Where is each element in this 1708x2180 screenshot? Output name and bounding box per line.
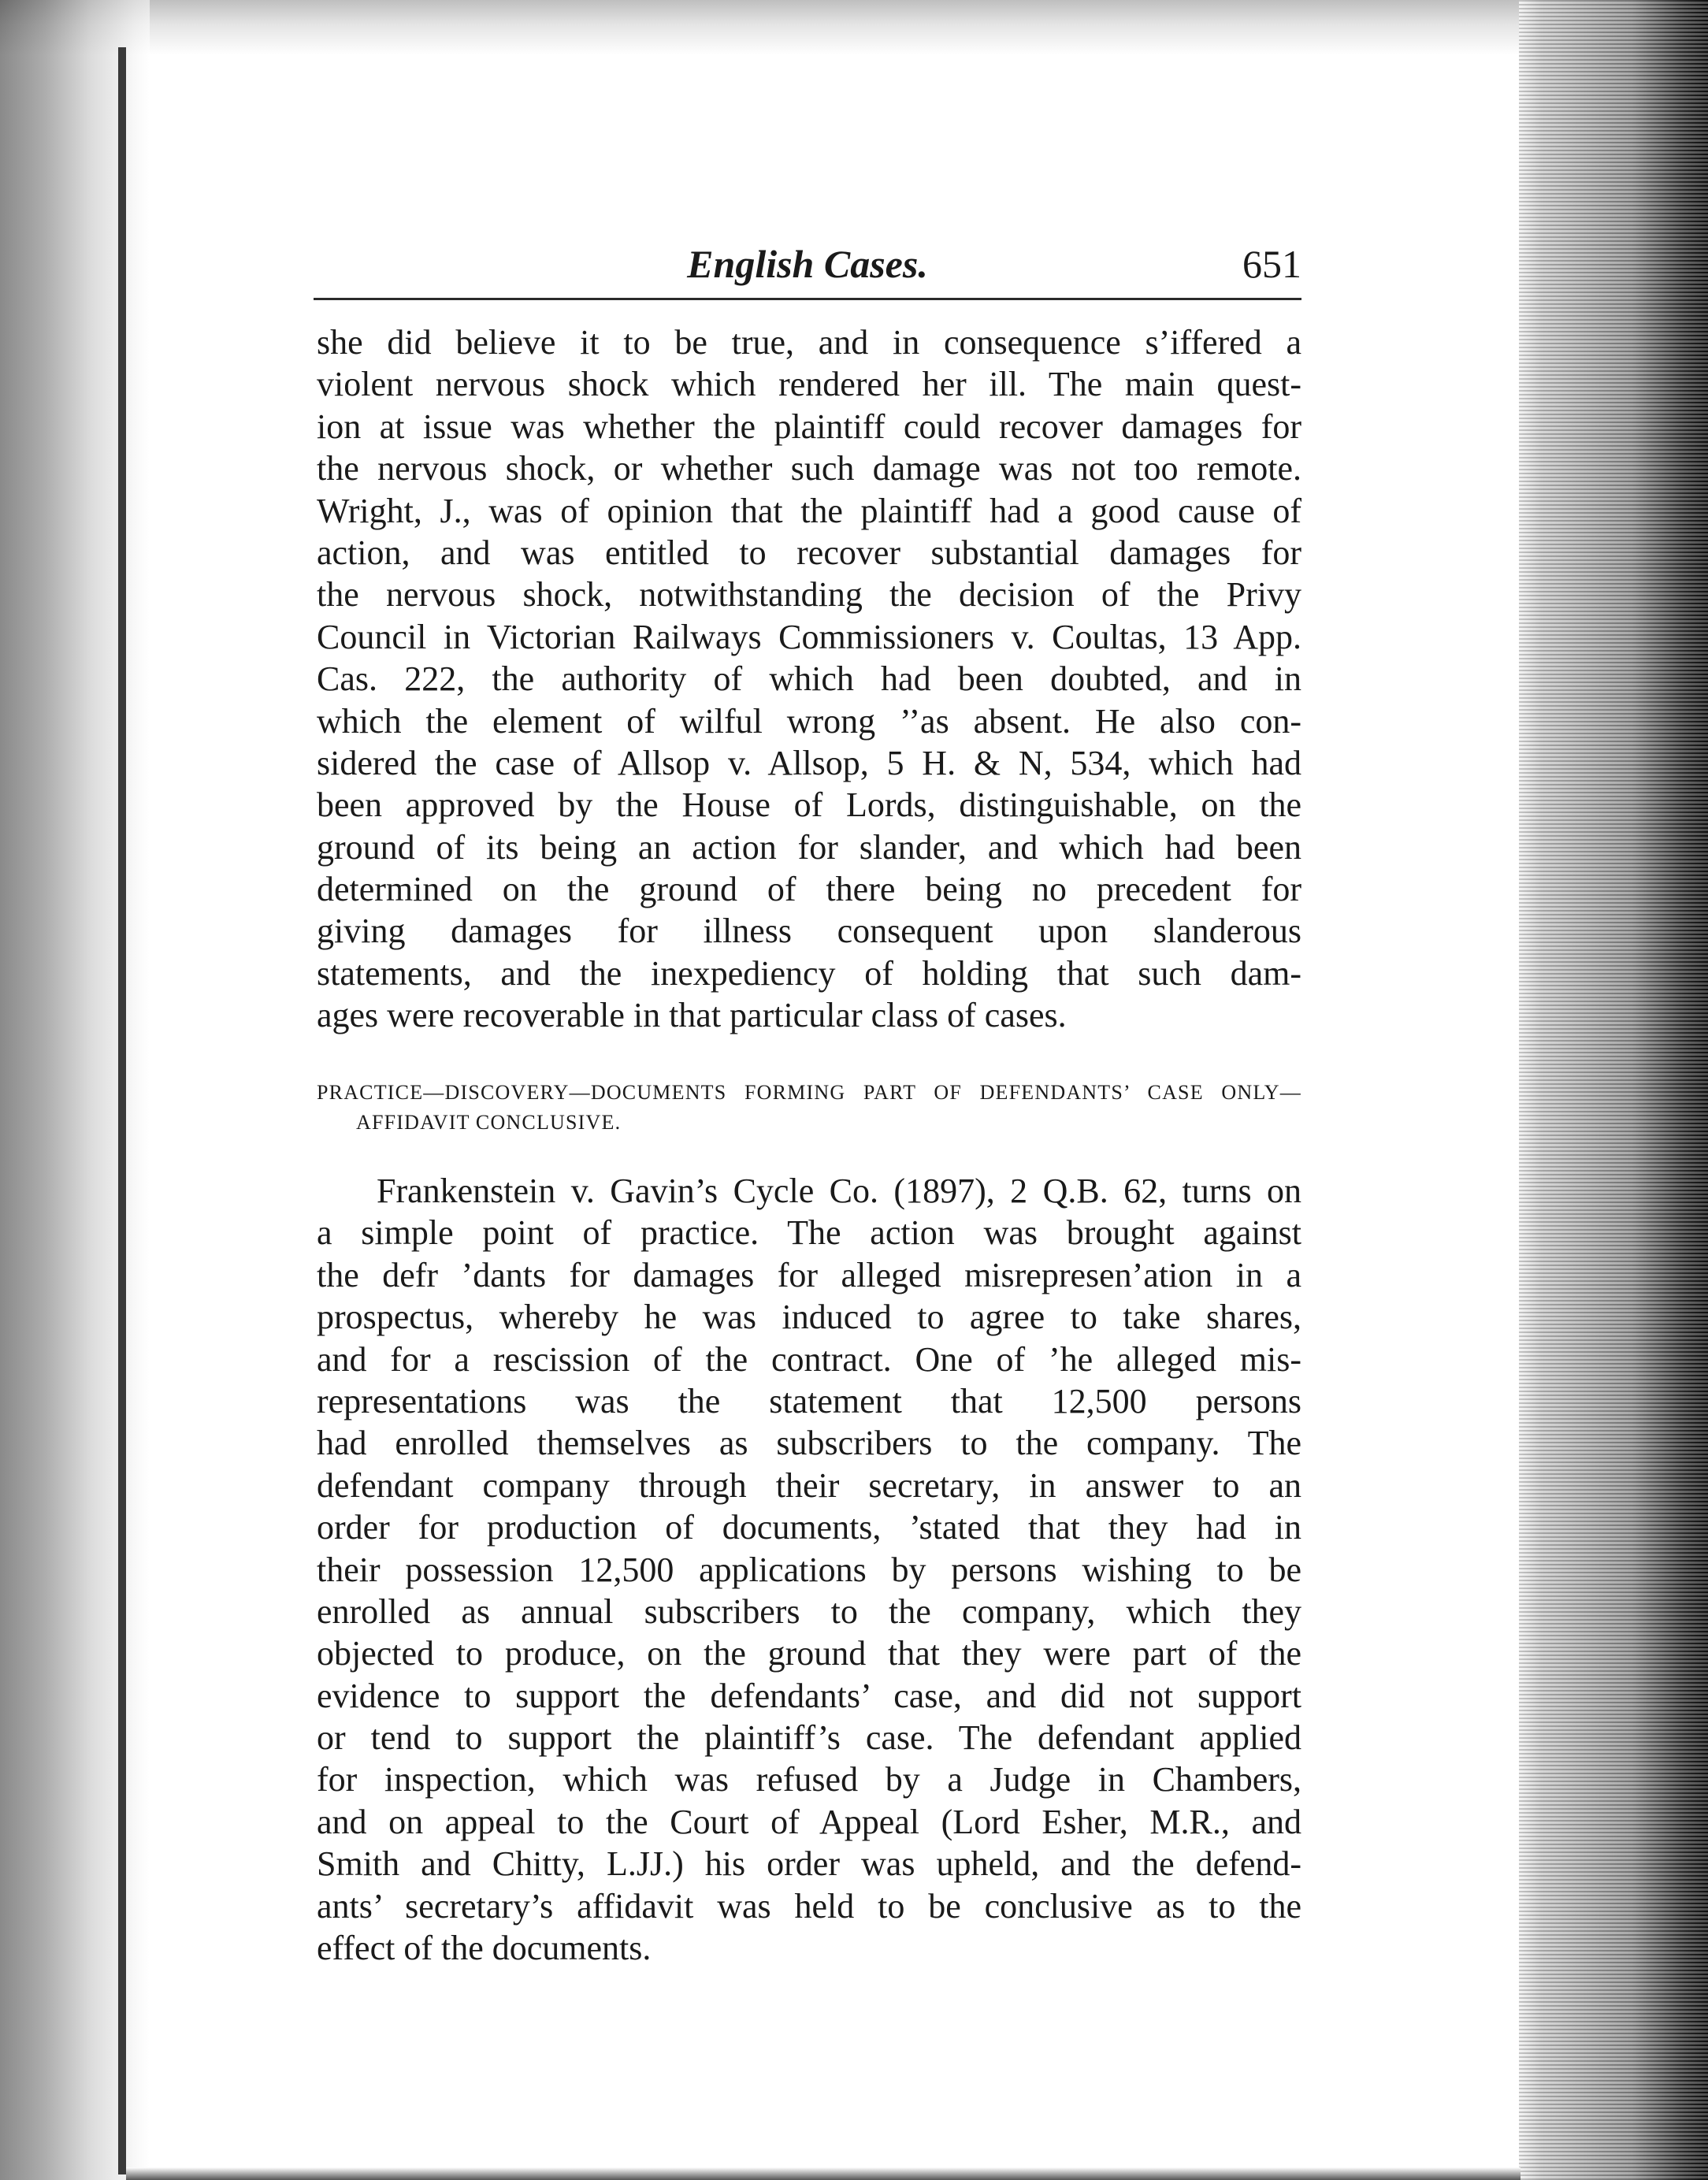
paragraph-frankenstein — [317, 1170, 1301, 1969]
text-line: and for a rescission of the contract. One of ’he alleged mis- — [317, 1339, 1301, 1379]
running-header — [314, 238, 1301, 300]
text-line: the nervous shock, notwithstanding the decision of the Privy — [317, 575, 1301, 615]
scan-shadow-bottom — [126, 2167, 1520, 2180]
text-line: violent nervous shock which rendered her ill. The main quest- — [317, 365, 1301, 404]
heading-line: PRACTICE—DISCOVERY—DOCUMENTS FORMING PART OF DEFENDANTS’ CASE ONLY— — [317, 1081, 1301, 1104]
text-line: determined on the ground of there being no precedent for — [317, 870, 1301, 909]
text-line: the defr ’dants for damages for alleged misrepresen’ation in a — [317, 1255, 1301, 1294]
text-line: order for production of documents, ’stated that they had in — [317, 1508, 1301, 1547]
text-line: ground of its being an action for slander, and which had been — [317, 827, 1301, 867]
text-line: effect of the documents. — [317, 1929, 652, 1968]
text-line: had enrolled themselves as subscribers to the company. The — [317, 1424, 1301, 1463]
text-line: she did believe it to be true, and in consequence s’iffered a — [317, 323, 1301, 362]
text-line: their possession 12,500 applications by persons wishing to be — [317, 1550, 1301, 1589]
page-edge-stack — [1519, 0, 1708, 2180]
text-line: evidence to support the defendants’ case, and did not support — [317, 1676, 1301, 1715]
text-line: Council in Victorian Railways Commissioners v. Coultas, 13 App. — [317, 617, 1301, 656]
text-line: ants’ secretary’s affidavit was held to be conclusive as to the — [317, 1886, 1301, 1926]
paragraph-nervous-shock — [317, 321, 1301, 1037]
text-line: action, and was entitled to recover substantial damages for — [317, 533, 1301, 572]
text-line: representations was the statement that 12,500 persons — [317, 1381, 1301, 1421]
text-line: defendant company through their secretary, in answer to an — [317, 1465, 1301, 1505]
text-line: Cas. 222, the authority of which had been doubted, and in — [317, 659, 1301, 699]
text-line: statements, and the inexpediency of holding that such dam- — [317, 953, 1301, 993]
scan-shadow-top — [0, 0, 1708, 55]
page-number: 651 — [1242, 242, 1301, 286]
text-line: a simple point of practice. The action was brought against — [317, 1213, 1301, 1253]
text-line: Frankenstein v. Gavin’s Cycle Co. (1897), 2 Q.B. 62, turns on — [377, 1172, 1301, 1210]
text-line: prospectus, whereby he was induced to agree to take shares, — [317, 1298, 1301, 1337]
text-line: which the element of wilful wrong ’’as absent. He also con- — [317, 701, 1301, 741]
text-line: objected to produce, on the ground that they were part of the — [317, 1634, 1301, 1673]
text-line: and on appeal to the Court of Appeal (Lord Esher, M.R., and — [317, 1802, 1301, 1841]
text-line: the nervous shock, or whether such damage was not too remote. — [317, 449, 1301, 488]
section-heading — [317, 1078, 1301, 1138]
text-line: or tend to support the plaintiff’s case. The defendant applied — [317, 1718, 1301, 1758]
running-title: English Cases. — [687, 242, 928, 286]
heading-line: AFFIDAVIT CONCLUSIVE. — [356, 1111, 622, 1134]
text-line: been approved by the House of Lords, distinguishable, on the — [317, 785, 1301, 825]
text-line: Smith and Chitty, L.JJ.) his order was upheld, and the defend- — [317, 1844, 1301, 1884]
book-spine-edge — [118, 47, 126, 2174]
text-line: ion at issue was whether the plaintiff could recover damages for — [317, 407, 1301, 446]
scan-shadow-left — [0, 0, 150, 2180]
text-line: for inspection, which was refused by a Judge in Chambers, — [317, 1760, 1301, 1799]
text-line: enrolled as annual subscribers to the company, which they — [317, 1591, 1301, 1631]
text-line: ages were recoverable in that particular class of cases. — [317, 996, 1067, 1035]
text-line: Wright, J., was of opinion that the plaintiff had a good cause of — [317, 491, 1301, 530]
text-line: sidered the case of Allsop v. Allsop, 5 H. & N, 534, which had — [317, 743, 1301, 782]
text-line: giving damages for illness consequent upon slanderous — [317, 912, 1301, 951]
